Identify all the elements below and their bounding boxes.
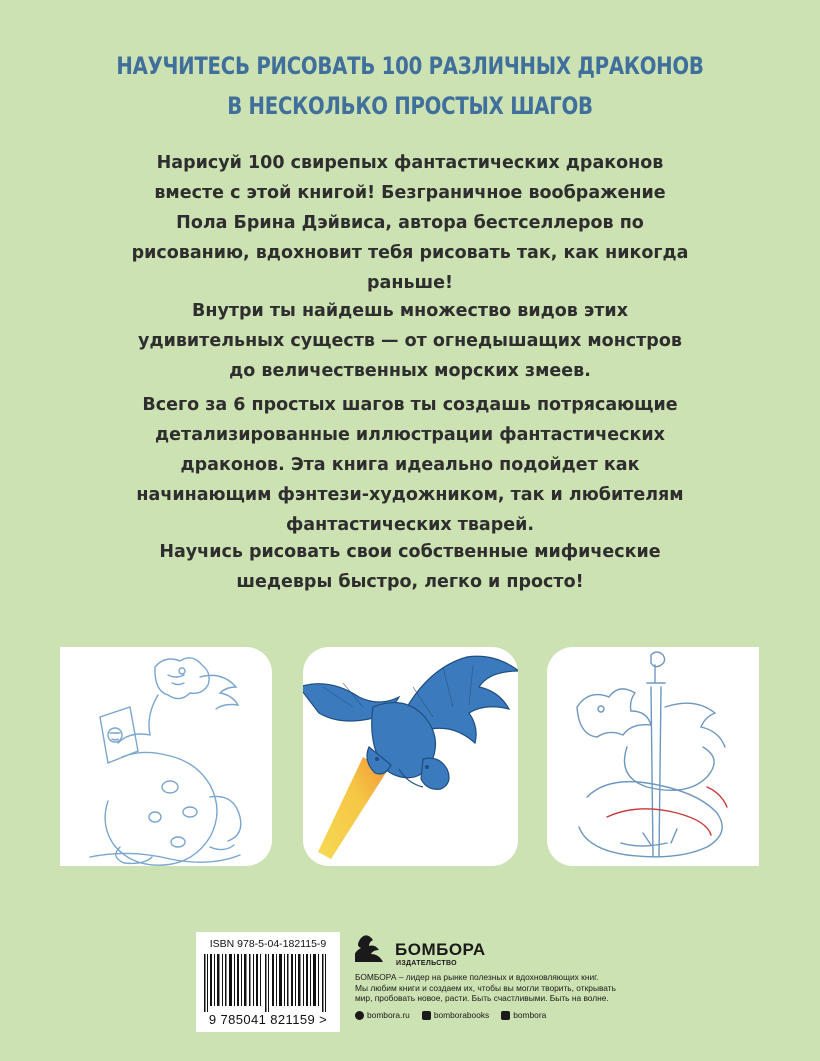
dragon-sketch-reading-illustration <box>60 647 272 866</box>
paragraph-line: Пола Брина Дэйвиса, автора бестселлеров по <box>176 213 644 233</box>
paragraph-3 <box>100 390 720 540</box>
paragraph-line: детализированные иллюстрации фантастических <box>155 425 665 445</box>
publisher-name: БОМБОРА <box>395 940 486 959</box>
telegram-icon <box>501 1011 510 1020</box>
publisher-description <box>355 972 655 1004</box>
paragraph-line: удивительных существ — от огнедышащих монстров <box>138 331 682 351</box>
barcode-digits: 9 785041 821159 > <box>208 1012 328 1027</box>
heading-line-2: В НЕСКОЛЬКО ПРОСТЫХ ШАГОВ <box>227 92 593 120</box>
paragraph-line: до величественных морских змеев. <box>229 361 591 381</box>
paragraph-2 <box>100 296 720 386</box>
paragraph-line: драконов. Эта книга идеально подойдет как <box>180 455 640 475</box>
paragraph-line: Нарисуй 100 свирепых фантастических драконов <box>156 153 664 173</box>
paragraph-line: Внутри ты найдешь множество видов этих <box>192 301 628 321</box>
vk-icon <box>422 1011 431 1020</box>
vk-link-label: bomborabooks <box>433 1010 490 1020</box>
paragraph-line: вместе с этой книгой! Безграничное воображение <box>154 183 666 203</box>
dragon-sword-sketch-illustration <box>547 647 759 866</box>
barcode-bars <box>204 954 332 1012</box>
isbn-barcode <box>196 932 340 1032</box>
paragraph-line: фантастических тварей. <box>285 515 535 535</box>
vk-link[interactable] <box>422 1010 489 1020</box>
description-line: мир, пробовать новое, расти. Быть счастливыми. Быть на волне. <box>355 993 609 1003</box>
description-line: БОМБОРА – лидер на рынке полезных и вдохновляющих книг. <box>355 972 599 982</box>
website-link-label: bombora.ru <box>367 1010 410 1020</box>
telegram-link-label: bombora <box>513 1010 547 1020</box>
paragraph-1 <box>100 148 720 298</box>
publisher-subtitle: ИЗДАТЕЛЬСТВО <box>396 960 457 967</box>
paragraph-line: Научись рисовать свои собственные мифические <box>159 542 661 562</box>
blue-dragon-fire-illustration <box>303 647 518 866</box>
website-link[interactable] <box>355 1010 410 1020</box>
description-line: Мы любим книги и создаем их, чтобы вы могли творить, открывать <box>355 982 616 993</box>
globe-icon <box>355 1011 364 1020</box>
paragraph-4 <box>100 537 720 597</box>
paragraph-line: раньше! <box>367 273 453 293</box>
paragraph-line: шедевры быстро, легко и просто! <box>236 572 584 592</box>
paragraph-line: рисованию, вдохновит тебя рисовать так, как никогда <box>131 243 689 263</box>
telegram-link[interactable] <box>501 1010 546 1020</box>
heading-line-1: НАУЧИТЕСЬ РИСОВАТЬ 100 РАЗЛИЧНЫХ ДРАКОНОВ <box>116 52 704 80</box>
paragraph-line: начинающим фэнтези-художником, так и любителям <box>136 485 684 505</box>
isbn-number: ISBN 978-5-04-182115-9 <box>209 938 327 950</box>
cover-heading <box>74 46 746 126</box>
publisher-links <box>355 1010 675 1020</box>
paragraph-line: Всего за 6 простых шагов ты создашь потрясающие <box>142 395 678 415</box>
bombora-logo-icon <box>355 934 391 966</box>
